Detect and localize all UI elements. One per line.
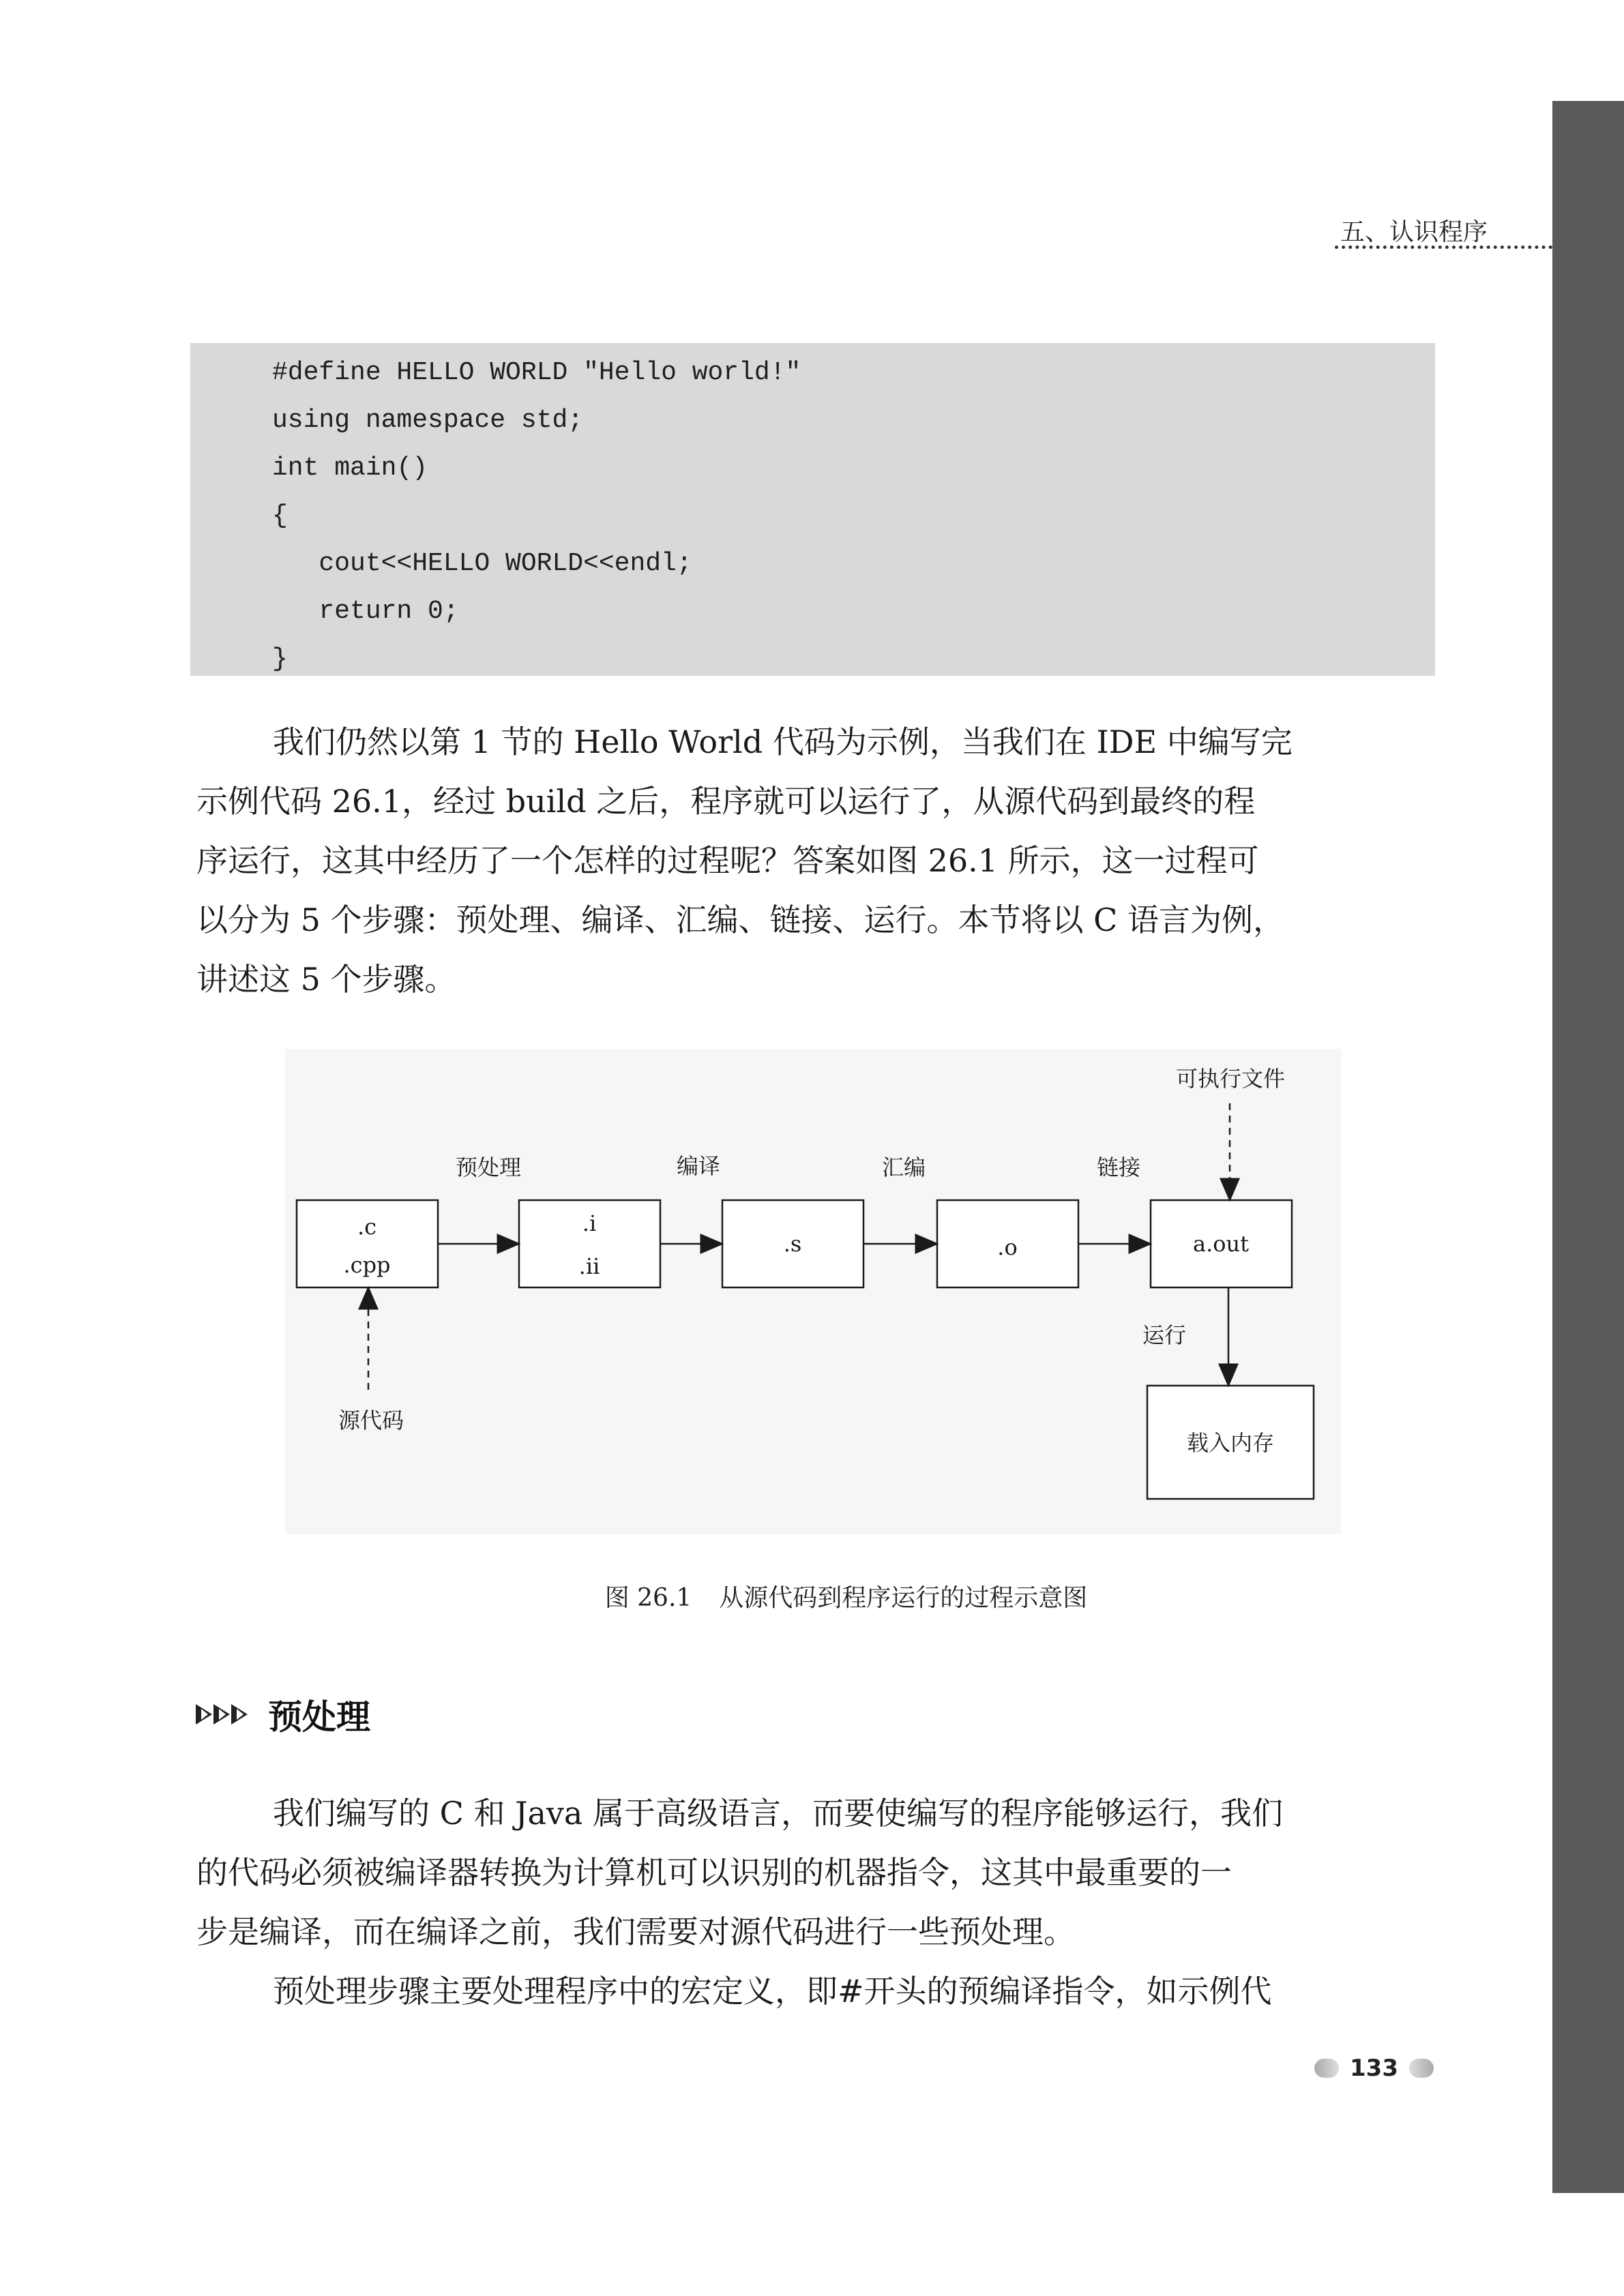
section-heading (194, 1690, 370, 1739)
code-line: { (272, 501, 288, 531)
box-text: .cpp (343, 1252, 391, 1278)
paragraph-preprocess-1 (196, 1784, 1430, 1962)
code-line: return 0; (272, 597, 459, 626)
page-dot-left (1314, 2059, 1339, 2078)
page-number (1314, 2051, 1434, 2085)
box-text: .i (582, 1210, 597, 1236)
triple-arrow-icon (194, 1702, 253, 1727)
code-line: } (272, 644, 288, 674)
diagram-svg (285, 1049, 1341, 1534)
paragraph-line: 讲述这 5 个步骤。 (196, 961, 456, 998)
paragraph-line: 预处理步骤主要处理程序中的宏定义，即#开头的预编译指令，如示例代 (273, 1973, 1272, 2010)
paragraph-line: 我们编写的 C 和 Java 属于高级语言，而要使编写的程序能够运行，我们 (273, 1795, 1283, 1832)
paragraph-line: 我们仍然以第 1 节的 Hello World 代码为示例，当我们在 IDE 中编写完 (273, 724, 1293, 760)
running-head-rule (1335, 245, 1552, 249)
figure-caption (0, 1579, 1624, 1613)
code-line: using namespace std; (272, 406, 584, 435)
label-preprocess: 预处理 (455, 1154, 522, 1180)
paragraph-line: 以分为 5 个步骤：预处理、编译、汇编、链接、运行。本节将以 C 语言为例， (196, 901, 1284, 938)
label-source: 源代码 (338, 1407, 404, 1433)
running-head: 五、认识程序 (1340, 218, 1488, 246)
paragraph-line: 的代码必须被编译器转换为计算机可以识别的机器指令，这其中最重要的一 (196, 1854, 1232, 1891)
box-text: .ii (578, 1253, 600, 1279)
label-executable: 可执行文件 (1175, 1066, 1286, 1092)
box-text: .o (997, 1234, 1018, 1260)
paragraph-preprocess-2 (196, 1962, 1430, 2021)
paragraph-line: 示例代码 26.1，经过 build 之后，程序就可以运行了，从源代码到最终的程 (196, 783, 1256, 820)
label-assemble: 汇编 (881, 1154, 926, 1180)
side-thumb-tab (1552, 101, 1624, 2193)
code-line: int main() (272, 453, 428, 483)
box-text: a.out (1193, 1231, 1249, 1257)
label-link: 链接 (1096, 1154, 1141, 1180)
process-diagram (285, 1049, 1341, 1534)
label-run: 运行 (1142, 1322, 1187, 1348)
code-line: #define HELLO WORLD "Hello world!" (272, 358, 801, 387)
caption-number: 图 26.1 (604, 1584, 692, 1612)
box-text: .c (357, 1214, 377, 1240)
section-title: 预处理 (268, 1697, 370, 1737)
caption-text: 从源代码到程序运行的过程示意图 (719, 1584, 1088, 1612)
code-line: cout<<HELLO WORLD<<endl; (272, 549, 692, 578)
page-number-text: 133 (1350, 2055, 1398, 2082)
label-compile: 编译 (676, 1153, 721, 1179)
page-dot-right (1409, 2059, 1434, 2078)
paragraph-intro (196, 713, 1430, 1009)
paragraph-line: 序运行，这其中经历了一个怎样的过程呢？答案如图 26.1 所示，这一过程可 (196, 842, 1259, 879)
box-text: .s (783, 1231, 802, 1257)
box-text: 载入内存 (1186, 1430, 1275, 1456)
code-block (190, 343, 1435, 676)
paragraph-line: 步是编译，而在编译之前，我们需要对源代码进行一些预处理。 (196, 1913, 1075, 1950)
